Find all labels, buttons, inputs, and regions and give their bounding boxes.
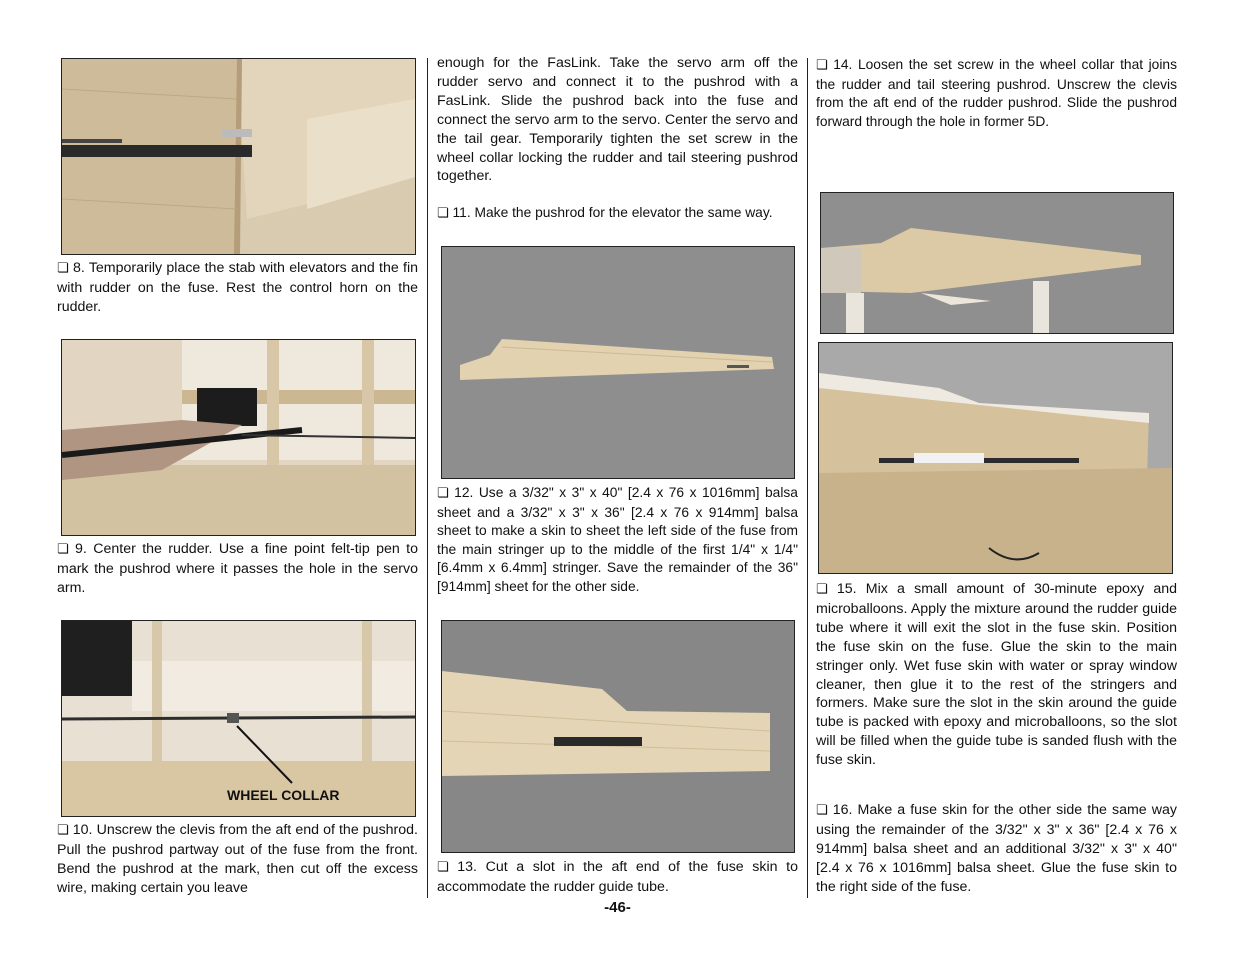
- step-15-number: 15.: [836, 581, 857, 597]
- photo-balsa-skin-sheet: [441, 246, 795, 479]
- step-13-paragraph: [437, 858, 798, 897]
- checkbox-icon[interactable]: ❏: [816, 58, 828, 73]
- step-13-number: 13.: [457, 859, 477, 875]
- step-11-paragraph: [437, 204, 798, 224]
- step-8-text: Temporarily place the stab with elevators and the fin with rudder on the fuse. Rest the control horn on the rudder.: [57, 260, 418, 315]
- step-14-number: 14.: [833, 57, 853, 72]
- step-12-paragraph: [437, 484, 798, 597]
- step-15-text: Mix a small amount of 30-minute epoxy and microballoons. Apply the mixture around the rudder guide tube where it will exit the slot in the fuse skin. Position the fuse skin on the fuse. Glue the skin to the main stringer only. Wet fuse skin with water or spray window cleaner, then glue it to the rest of the stringers and formers. Make sure the slot in the skin around the guide tube is packed with epoxy and microballoons, so the slot will be filled when the guide tube is sanded flush with the fuse skin.: [816, 581, 1177, 769]
- photo-stab-fin-on-fuse: [61, 58, 416, 255]
- checkbox-icon[interactable]: ❏: [437, 206, 449, 221]
- column-divider-left: [427, 58, 428, 898]
- photo-wheel-collar: [61, 620, 416, 817]
- checkbox-icon[interactable]: ❏: [57, 823, 69, 838]
- checkbox-icon[interactable]: ❏: [437, 860, 449, 875]
- step-11-text: Make the pushrod for the elevator the same way.: [474, 205, 773, 220]
- checkbox-icon[interactable]: ❏: [437, 486, 449, 501]
- photo-marking-pushrod: [61, 339, 416, 536]
- step-14-paragraph: [816, 56, 1177, 131]
- checkbox-icon[interactable]: ❏: [57, 542, 69, 557]
- step-9-paragraph: [57, 540, 418, 598]
- step-10-number: 10.: [72, 822, 93, 838]
- wheel-collar-label: WHEEL COLLAR: [227, 787, 340, 803]
- step-10-text: Unscrew the clevis from the aft end of the pushrod. Pull the pushrod partway out of the fuse from the front. Bend the pushrod at the mark, then cut off the excess wire, making certain you leave: [57, 822, 418, 896]
- step-11-number: 11.: [452, 205, 471, 220]
- step-16-number: 16.: [832, 802, 853, 818]
- step-14-text: Loosen the set screw in the wheel collar that joins the rudder and tail steering pushrod. Unscrew the clevis from the aft end of the rudder pushrod. Slide the pushrod forward through the hole in former 5D.: [816, 57, 1177, 129]
- photo-skin-guide-tube: [818, 342, 1173, 574]
- step-10-paragraph: [57, 821, 418, 898]
- step-10-continued-paragraph: enough for the FasLink. Take the servo arm off the rudder servo and connect it to the pushrod with a FasLink. Slide the pushrod back into the fuse and connect the servo arm to the servo. Center the servo and the tail gear. Temporarily tighten the set screw in the wheel collar locking the rudder and tail steering pushrod together.: [437, 55, 798, 185]
- step-15-paragraph: [816, 580, 1177, 770]
- step-8-paragraph: [57, 259, 418, 317]
- checkbox-icon[interactable]: ❏: [816, 582, 828, 597]
- step-8-number: 8.: [72, 260, 85, 276]
- checkbox-icon[interactable]: ❏: [816, 803, 828, 818]
- photo-skin-slot: [441, 620, 795, 853]
- step-9-text: Center the rudder. Use a fine point felt-tip pen to mark the pushrod where it passes the hole in the servo arm.: [57, 541, 418, 596]
- step-9-number: 9.: [75, 541, 87, 557]
- column-divider-right: [807, 58, 808, 898]
- step-12-number: 12.: [454, 485, 474, 500]
- step-16-paragraph: [816, 801, 1177, 897]
- page-number: -46-: [604, 899, 631, 916]
- step-16-text: Make a fuse skin for the other side the same way using the remainder of the 3/32" x 3" x 36" [2.4 x 76 x 914mm] balsa sheet and an additional 3/32" x 3" x 40" [2.4 x 76 x 1016mm] balsa sheet. Glue the fuse skin to the right side of the fuse.: [816, 802, 1177, 895]
- step-12-text: Use a 3/32" x 3" x 40" [2.4 x 76 x 1016mm] balsa sheet and a 3/32" x 3" x 36" [2.4 x 76 x 914mm] balsa sheet to make a skin to sheet the left side of the fuse from the main stringer up to the middle of the first 1/4" x 1/4" [6.4mm x 6.4mm] stringer. Save the remainder of the 36" [914mm] sheet for the other side.: [437, 485, 798, 594]
- step-13-text: Cut a slot in the aft end of the fuse skin to accommodate the rudder guide tube.: [437, 859, 798, 895]
- checkbox-icon[interactable]: ❏: [57, 261, 69, 276]
- photo-fuse-side-view: [820, 192, 1174, 334]
